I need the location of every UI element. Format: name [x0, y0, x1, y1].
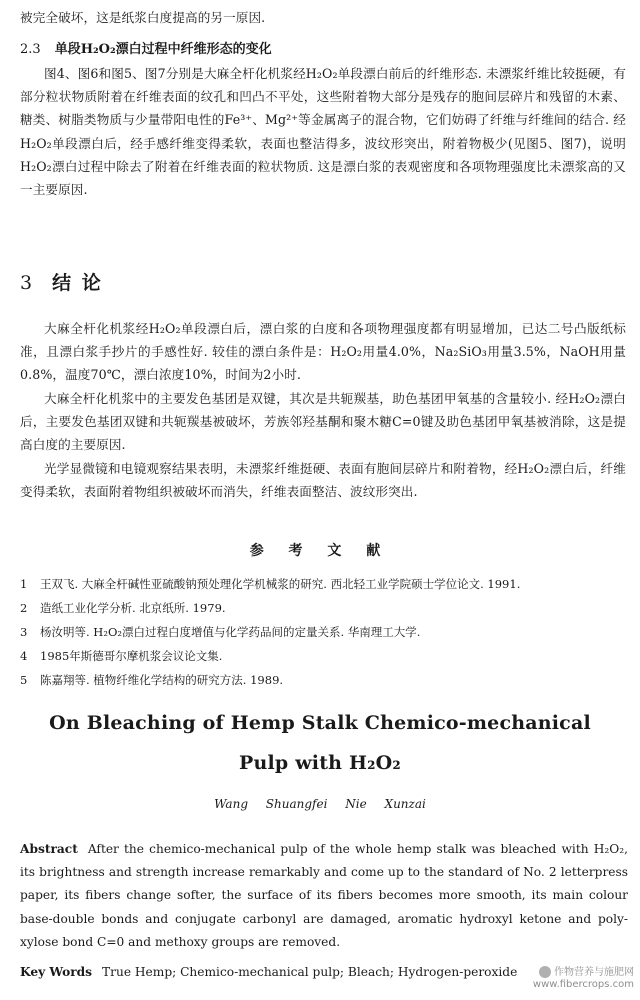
reference-text: 造纸工业化学分析. 北京纸所. 1979.	[40, 601, 226, 615]
section23-continuation: 被完全破坏，这是纸浆白度提高的另一原因.	[20, 10, 266, 25]
section23-number: 2.3	[20, 42, 41, 57]
section23-paragraph: 图4、图6和图5、图7分别是大麻全杆化机浆经H₂O₂单段漂白前后的纤维形态. 未漂浆纤维比较挺硬，有部分粒状物质附着在纤维表面的纹孔和凹凸不平处，这些附着物大部分是残存的胞间层碎片和残留的木素、糖类、树脂类物质与少量带阳电性的Fe³⁺、Mg²⁺等金属离子的混合物，它们妨碍了纤维与纤维间的结合. 经H₂O₂单段漂白后，经手感纤维变得柔软，表面也整洁得多，波纹形突出，附着物极少(见图5、图7)，说明H₂O₂漂白过程中除去了附着在纤维表面的粒状物质. 这是漂白浆的表观密度和各项物理强度比未漂浆高的又一主要原因.	[20, 66, 626, 198]
conclusion-paragraph-2: 大麻全杆化机浆中的主要发色基团是双键，其次是共轭羰基，助色基团甲氧基的含量较小. 经H₂O₂漂白后，主要发色基团双键和共轭羰基被破坏，芳族邻羟基酮和聚木糖C=0键及助色基团甲氧基被消除，这是提高白度的主要原因.	[20, 391, 626, 453]
author-name: Nie Xunzai	[345, 797, 426, 811]
reference-item	[20, 620, 620, 644]
english-title-line-1: On Bleaching of Hemp Stalk Chemico-mechanical	[49, 712, 591, 734]
author-name: Wang Shuangfei	[214, 797, 328, 811]
watermark-line-2: www.fibercrops.com	[532, 979, 634, 990]
abstract-label: Abstract	[20, 842, 78, 856]
reference-text: 1985年斯德哥尔摩机浆会议论文集.	[40, 649, 223, 663]
reference-item	[20, 572, 620, 596]
reference-text: 陈嘉翔等. 植物纤维化学结构的研究方法. 1989.	[40, 673, 284, 687]
site-watermark	[533, 966, 634, 991]
reference-item	[20, 644, 620, 668]
reference-number: 4	[20, 649, 28, 663]
english-title-line-2: Pulp with H₂O₂	[239, 752, 401, 774]
abstract-text: After the chemico-mechanical pulp of the whole hemp stalk was bleached with H₂O₂, its brightness and strength increase remarkably and come up to the standard of No. 2 letterpress paper, its fibers change softer, the surface of its fibers becomes more smooth, its main colour base-double bonds and conjugate carbonyl are damaged, aromatic hydroxyl ketone and poly-xylose bond C=0 and methoxy groups are removed.	[20, 842, 628, 949]
reference-number: 5	[20, 673, 28, 687]
watermark-line-1: 作物营养与施肥网	[554, 967, 634, 978]
watermark-logo-icon	[539, 966, 551, 978]
reference-item	[20, 596, 620, 620]
conclusion-paragraph-1: 大麻全杆化机浆经H₂O₂单段漂白后，漂白浆的白度和各项物理强度都有明显增加，已达二号凸版纸标准，且漂白浆手抄片的手感性好. 较佳的漂白条件是：H₂O₂用量4.0%，Na₂SiO₃用量3.5%，NaOH用量0.8%，温度70℃，漂白浓度10%，时间为2小时.	[20, 321, 626, 383]
keywords-label: Key Words	[20, 965, 93, 979]
section23-heading	[20, 38, 272, 57]
reference-text: 杨汝明等. H₂O₂漂白过程白度增值与化学药品间的定量关系. 华南理工大学.	[40, 625, 421, 639]
reference-number: 3	[20, 625, 28, 639]
section23-title: 单段H₂O₂漂白过程中纤维形态的变化	[54, 42, 272, 57]
section3-title: 结 论	[52, 272, 103, 294]
section3-number: 3	[20, 272, 35, 294]
english-keywords	[20, 965, 620, 979]
reference-text: 王双飞. 大麻全杆碱性亚硫酸钠预处理化学机械浆的研究. 西北轻工业学院硕士学位论文. 1991.	[40, 577, 521, 591]
keywords-text: True Hemp; Chemico-mechanical pulp; Bleach; Hydrogen-peroxide	[102, 965, 518, 979]
english-abstract	[20, 838, 628, 954]
english-authors	[0, 797, 640, 811]
reference-number: 2	[20, 601, 28, 615]
references-list	[20, 572, 620, 692]
section3-heading	[20, 268, 103, 295]
reference-number: 1	[20, 577, 28, 591]
conclusion-paragraph-3: 光学显微镜和电镜观察结果表明，未漂浆纤维挺硬、表面有胞间层碎片和附着物，经H₂O₂漂白后，纤维变得柔软，表面附着物组织被破坏而消失，纤维表面整洁、波纹形突出.	[20, 461, 626, 500]
reference-item	[20, 668, 620, 692]
references-heading: 参 考 文 献	[249, 543, 391, 559]
